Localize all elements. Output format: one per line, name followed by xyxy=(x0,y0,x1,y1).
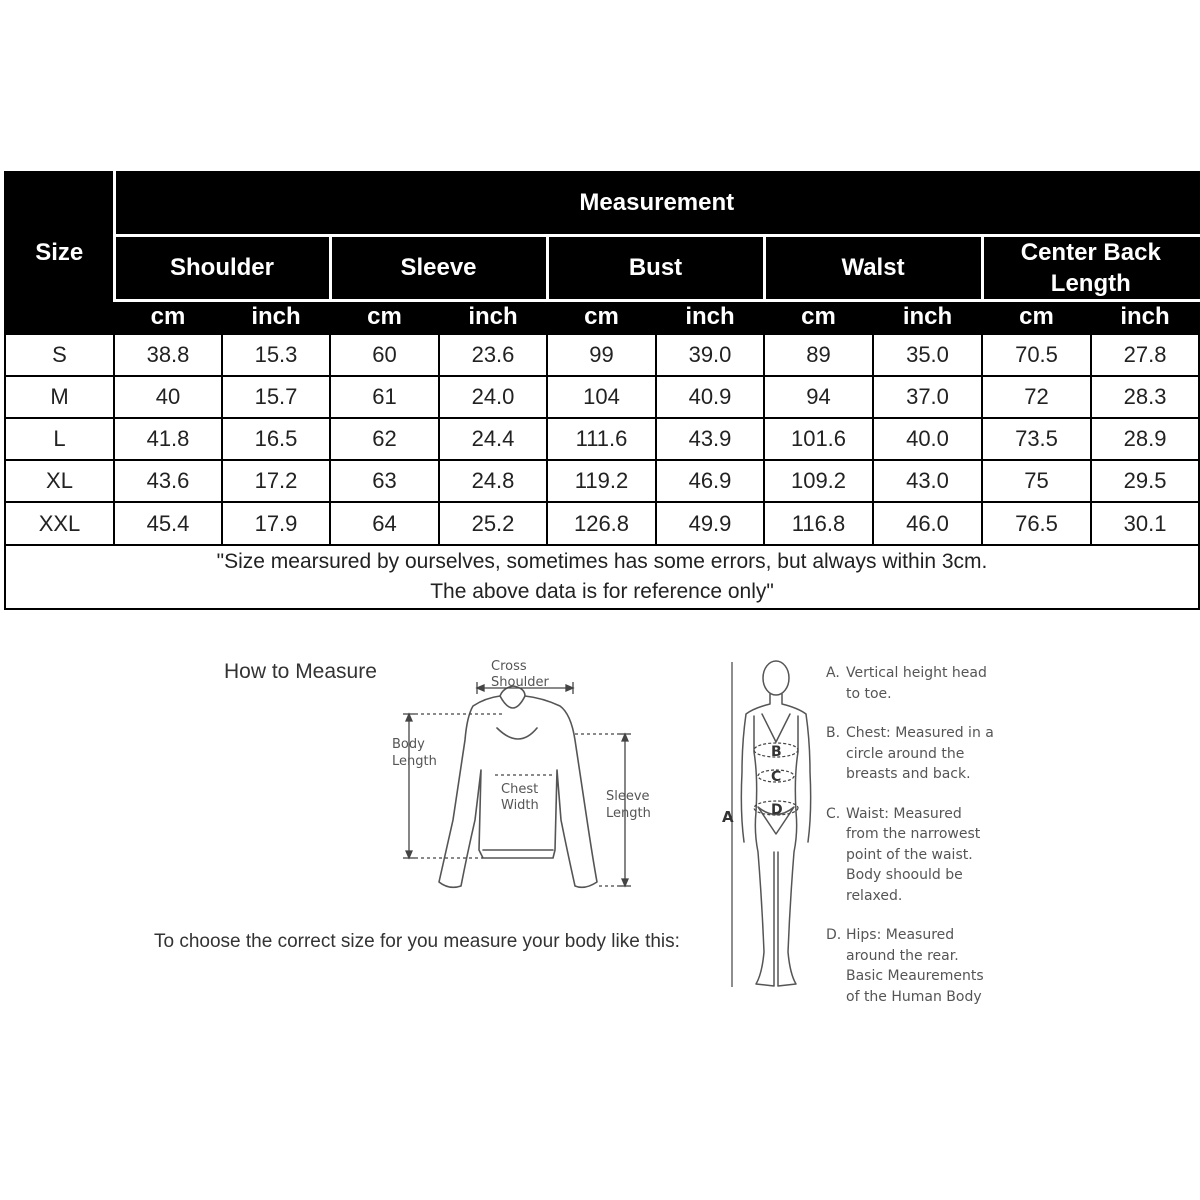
measurement-cell: 39.0 xyxy=(656,334,764,376)
table-row xyxy=(5,460,1199,502)
measurement-cell: 28.3 xyxy=(1091,376,1199,418)
measurement-cell: 89 xyxy=(764,334,873,376)
size-cell: L xyxy=(5,418,114,460)
table-row xyxy=(5,418,1199,460)
unit-cm-header: cm xyxy=(547,301,656,334)
measurement-cell: 40.0 xyxy=(873,418,982,460)
mark-b: B xyxy=(771,744,782,760)
unit-inch-header: inch xyxy=(656,301,764,334)
measurement-cell: 75 xyxy=(982,460,1091,502)
sleeve-length-label: Length xyxy=(606,806,651,821)
sleeve-header: Sleeve xyxy=(330,235,547,300)
bust-header: Bust xyxy=(547,235,764,300)
measurement-cell: 73.5 xyxy=(982,418,1091,460)
legend-text: Hips: Measured xyxy=(846,927,955,943)
mark-a: A xyxy=(722,808,734,826)
measurement-cell: 43.9 xyxy=(656,418,764,460)
measurement-cell: 30.1 xyxy=(1091,502,1199,544)
measurement-cell: 70.5 xyxy=(982,334,1091,376)
legend-text: circle around the xyxy=(846,745,965,762)
measurement-cell: 27.8 xyxy=(1091,334,1199,376)
size-cell: XL xyxy=(5,460,114,502)
measurement-cell: 40.9 xyxy=(656,376,764,418)
legend-text: breasts and back. xyxy=(846,766,971,782)
cross-label: Cross xyxy=(491,659,527,674)
measurement-cell: 15.7 xyxy=(222,376,330,418)
body-label: Body xyxy=(392,737,425,752)
length-label: Length xyxy=(1050,269,1131,297)
unit-inch-header: inch xyxy=(1091,301,1199,334)
legend-text: relaxed. xyxy=(846,887,903,904)
head-outline xyxy=(763,661,789,695)
measurement-cell: 60 xyxy=(330,334,439,376)
measurement-cell: 40 xyxy=(114,376,222,418)
shoulder-header: Shoulder xyxy=(114,235,330,300)
legend-item xyxy=(826,804,1026,907)
unit-cm-header: cm xyxy=(982,301,1091,334)
size-note xyxy=(5,545,1199,609)
measurement-cell: 94 xyxy=(764,376,873,418)
unit-cm-header: cm xyxy=(114,301,222,334)
measurement-cell: 62 xyxy=(330,418,439,460)
unit-cm-header: cm xyxy=(764,301,873,334)
body-length-label: Length xyxy=(392,754,437,769)
measurement-cell: 116.8 xyxy=(764,502,873,544)
center-back-label: Center Back xyxy=(1020,238,1161,266)
measurement-cell: 17.9 xyxy=(222,502,330,544)
measurement-cell: 119.2 xyxy=(547,460,656,502)
measurement-cell: 24.0 xyxy=(439,376,547,418)
legend-item xyxy=(826,723,1026,785)
waist-header: Walst xyxy=(764,235,982,300)
measurement-cell: 24.4 xyxy=(439,418,547,460)
size-cell: XXL xyxy=(5,502,114,544)
size-cell: S xyxy=(5,334,114,376)
legend-item xyxy=(826,663,1026,704)
measurement-cell: 28.9 xyxy=(1091,418,1199,460)
table-row xyxy=(5,376,1199,418)
legend-text: Body shoould be xyxy=(846,867,963,883)
table-row xyxy=(5,334,1199,376)
measurement-cell: 126.8 xyxy=(547,502,656,544)
legend-lead: A. xyxy=(826,665,840,681)
legend-lead: D. xyxy=(826,927,842,943)
legend-text: Chest: Measured in a xyxy=(846,725,994,741)
shirt-measure-diagram xyxy=(385,650,670,900)
measurement-cell: 111.6 xyxy=(547,418,656,460)
measurement-cell: 46.9 xyxy=(656,460,764,502)
chest-label: Chest xyxy=(501,782,539,797)
legend-lead: B. xyxy=(826,725,841,741)
measurement-cell: 61 xyxy=(330,376,439,418)
measurement-cell: 99 xyxy=(547,334,656,376)
body-measure-diagram xyxy=(718,652,818,997)
table-row xyxy=(5,502,1199,544)
measurement-cell: 76.5 xyxy=(982,502,1091,544)
size-cell: M xyxy=(5,376,114,418)
unit-cm-header: cm xyxy=(330,301,439,334)
measurement-cell: 16.5 xyxy=(222,418,330,460)
legend-text: around the rear. xyxy=(846,947,959,964)
legend-lead: C. xyxy=(826,805,841,822)
legend-text: of the Human Body xyxy=(846,988,982,1005)
measurement-cell: 24.8 xyxy=(439,460,547,502)
measurement-cell: 104 xyxy=(547,376,656,418)
legend-text: from the narrowest xyxy=(846,826,981,842)
shoulder-label: Shoulder xyxy=(491,675,549,690)
measurement-cell: 15.3 xyxy=(222,334,330,376)
measurement-cell: 17.2 xyxy=(222,460,330,502)
measurement-header: Measurement xyxy=(114,172,1199,235)
chest-width-label: Width xyxy=(501,798,539,813)
measurement-cell: 25.2 xyxy=(439,502,547,544)
measurement-cell: 38.8 xyxy=(114,334,222,376)
measurement-cell: 109.2 xyxy=(764,460,873,502)
measurement-cell: 101.6 xyxy=(764,418,873,460)
unit-row xyxy=(5,301,1199,334)
measure-legend xyxy=(826,663,1026,1026)
unit-inch-header: inch xyxy=(873,301,982,334)
mark-d: D xyxy=(771,802,783,818)
legend-item xyxy=(826,925,1026,1007)
measurement-cell: 72 xyxy=(982,376,1091,418)
measurement-cell: 46.0 xyxy=(873,502,982,544)
legend-text: Waist: Measured xyxy=(846,805,962,822)
measurement-cell: 35.0 xyxy=(873,334,982,376)
unit-inch-header: inch xyxy=(222,301,330,334)
legend-text: Vertical height head xyxy=(846,665,987,681)
measurement-cell: 49.9 xyxy=(656,502,764,544)
size-chart-table xyxy=(4,171,1200,610)
how-to-measure-title: How to Measure xyxy=(224,660,377,683)
choose-size-instruction: To choose the correct size for you measure your body like this: xyxy=(154,931,680,952)
measurement-cell: 43.6 xyxy=(114,460,222,502)
legend-text: to toe. xyxy=(846,685,892,702)
note-line-1: "Size mearsured by ourselves, sometimes has some errors, but always within 3cm. xyxy=(216,549,988,573)
measurement-cell: 29.5 xyxy=(1091,460,1199,502)
measurement-cell: 23.6 xyxy=(439,334,547,376)
measurement-cell: 63 xyxy=(330,460,439,502)
measurement-cell: 45.4 xyxy=(114,502,222,544)
note-line-2: The above data is for reference only" xyxy=(430,579,774,603)
mark-c: C xyxy=(771,769,782,785)
sleeve-label: Sleeve xyxy=(606,789,650,804)
center-back-length-header xyxy=(982,235,1199,300)
measurement-cell: 43.0 xyxy=(873,460,982,502)
measurement-cell: 37.0 xyxy=(873,376,982,418)
unit-inch-header: inch xyxy=(439,301,547,334)
measurement-cell: 64 xyxy=(330,502,439,544)
legend-text: Basic Meaurements xyxy=(846,968,984,984)
measurement-cell: 41.8 xyxy=(114,418,222,460)
legend-text: point of the waist. xyxy=(846,846,973,863)
size-header: Size xyxy=(5,172,114,334)
